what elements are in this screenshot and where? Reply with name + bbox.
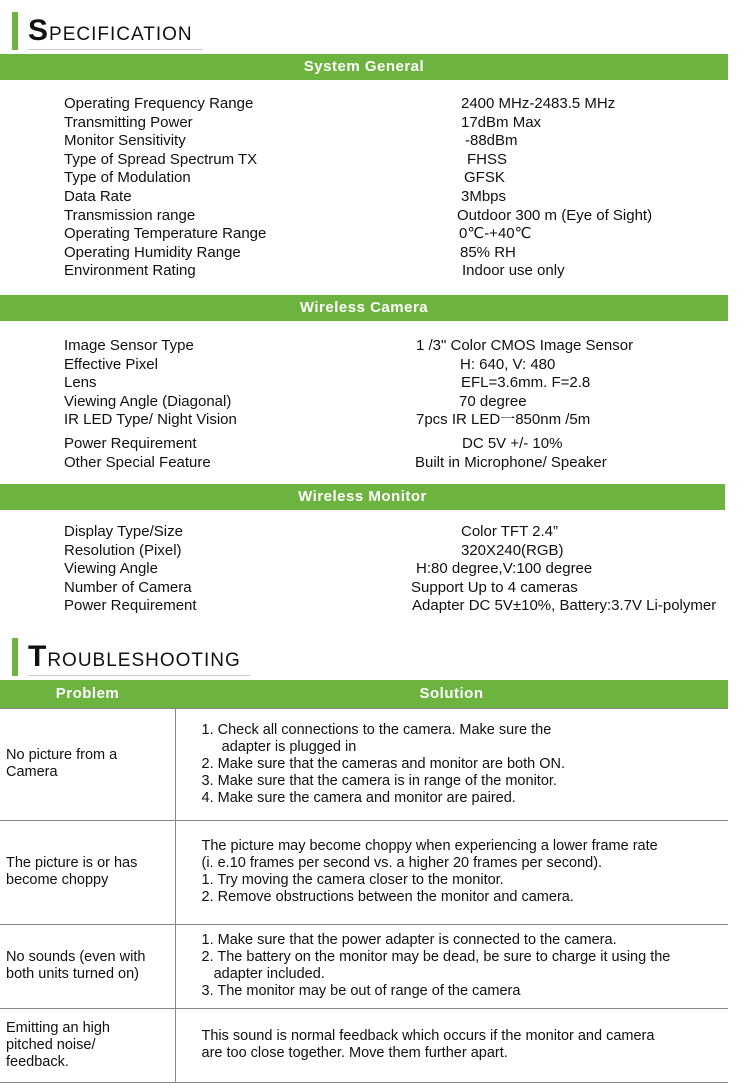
spec-label: Number of Camera bbox=[64, 578, 192, 596]
solution-cell bbox=[175, 708, 728, 820]
spec-value: 85% RH bbox=[460, 243, 516, 261]
spec-row bbox=[0, 150, 750, 169]
spec-row bbox=[0, 168, 750, 187]
heading-initial: S bbox=[28, 14, 50, 47]
solution-text: 1. Check all connections to the camera. Make sure the bbox=[201, 721, 552, 738]
spec-row bbox=[0, 410, 750, 429]
problem-cell bbox=[0, 820, 175, 924]
spec-row bbox=[0, 578, 750, 597]
spec-label: Lens bbox=[64, 374, 97, 392]
spec-label: Viewing Angle (Diagonal) bbox=[64, 392, 232, 410]
spec-label: Operating Humidity Range bbox=[64, 243, 241, 261]
heading-accent-bar bbox=[12, 638, 18, 676]
solution-text: 2. Remove obstructions between the monitor and camera. bbox=[201, 889, 574, 905]
spec-value: Support Up to 4 cameras bbox=[411, 578, 578, 596]
solution-text: (i. e.10 frames per second vs. a higher 20 frames per second). bbox=[201, 855, 603, 871]
spec-row bbox=[0, 336, 750, 355]
spec-label: Operating Frequency Range bbox=[64, 95, 254, 112]
spec-label: Effective Pixel bbox=[64, 355, 158, 373]
spec-label: Operating Temperature Range bbox=[64, 225, 267, 243]
spec-value: 17dBm Max bbox=[461, 113, 542, 131]
spec-row bbox=[0, 541, 750, 560]
spec-value: FHSS bbox=[467, 150, 508, 168]
spec-value: 70 degree bbox=[459, 392, 527, 410]
heading-underline bbox=[28, 49, 203, 50]
solution-text: 1. Try moving the camera closer to the monitor. bbox=[201, 872, 504, 888]
column-header-problem: Problem bbox=[0, 680, 175, 708]
spec-value: 1 /3" Color CMOS Image Sensor bbox=[416, 337, 634, 354]
band-wireless-monitor: Wireless Monitor bbox=[0, 484, 725, 510]
spec-row bbox=[0, 453, 750, 472]
spec-label: Power Requirement bbox=[64, 435, 197, 453]
spec-value: DC 5V +/- 10% bbox=[462, 435, 563, 453]
solution-text: adapter included. bbox=[201, 966, 325, 982]
spec-value: Indoor use only bbox=[462, 262, 565, 280]
spec-value: 2400 MHz-2483.5 MHz bbox=[461, 95, 616, 112]
spec-row bbox=[0, 206, 750, 225]
table-header-row bbox=[0, 680, 728, 708]
spec-value: Adapter DC 5V±10%, Battery:3.7V Li-polymer bbox=[412, 597, 717, 615]
spec-value: 7pcs IR LED一850nm /5m bbox=[416, 411, 591, 429]
heading-rest: PECIFICATION bbox=[49, 24, 193, 45]
spec-value: 0℃-+40℃ bbox=[459, 225, 532, 243]
spec-label: Viewing Angle bbox=[64, 560, 158, 578]
band-wireless-camera: Wireless Camera bbox=[0, 295, 728, 321]
solution-text: 2. The battery on the monitor may be dead, be sure to charge it using the bbox=[201, 949, 671, 965]
spec-row bbox=[0, 94, 750, 113]
problem-cell bbox=[0, 708, 175, 820]
solution-text: 3. The monitor may be out of range of the camera bbox=[201, 983, 521, 999]
solution-cell bbox=[175, 820, 728, 924]
problem-cell bbox=[0, 924, 175, 1008]
spec-row bbox=[0, 355, 750, 374]
problem-text: feedback. bbox=[6, 1053, 69, 1070]
spec-label: Data Rate bbox=[64, 188, 132, 205]
solution-text: adapter is plugged in bbox=[201, 738, 357, 755]
spec-label: Resolution (Pixel) bbox=[64, 541, 182, 559]
solution-text: The picture may become choppy when experiencing a lower frame rate bbox=[201, 838, 658, 854]
spec-row bbox=[0, 224, 750, 243]
table-row bbox=[0, 820, 728, 924]
spec-value: H: 640, V: 480 bbox=[460, 355, 556, 373]
spec-row bbox=[0, 559, 750, 578]
problem-text: Emitting an high bbox=[6, 1019, 110, 1036]
spec-label: Other Special Feature bbox=[64, 454, 211, 471]
spec-label: Type of Spread Spectrum TX bbox=[64, 150, 258, 168]
heading-accent-bar bbox=[12, 12, 18, 50]
solution-cell bbox=[175, 1008, 728, 1082]
problem-text: No sounds (even with bbox=[6, 949, 146, 965]
spec-label: Power Requirement bbox=[64, 597, 197, 615]
spec-row bbox=[0, 131, 750, 150]
solution-text: 3. Make sure that the camera is in range of the monitor. bbox=[201, 772, 557, 789]
spec-value: -88dBm bbox=[465, 132, 518, 150]
problem-text: The picture is or has bbox=[6, 855, 138, 871]
spec-row bbox=[0, 596, 750, 615]
spec-value: H:80 degree,V:100 degree bbox=[416, 560, 593, 578]
solution-cell bbox=[175, 924, 728, 1008]
spec-label: Transmitting Power bbox=[64, 113, 193, 131]
spec-value: 3Mbps bbox=[461, 188, 507, 205]
heading-underline bbox=[28, 675, 250, 676]
spec-row bbox=[0, 392, 750, 411]
spec-row bbox=[0, 187, 750, 206]
spec-label: Transmission range bbox=[64, 206, 196, 224]
table-row bbox=[0, 708, 728, 820]
spec-label: Display Type/Size bbox=[64, 523, 183, 540]
problem-cell bbox=[0, 1008, 175, 1082]
spec-row bbox=[0, 261, 750, 280]
spec-value: Outdoor 300 m (Eye of Sight) bbox=[457, 206, 653, 224]
band-system-general: System General bbox=[0, 54, 728, 80]
problem-text: become choppy bbox=[6, 872, 109, 888]
solution-text: 2. Make sure that the cameras and monitor are both ON. bbox=[201, 755, 565, 772]
spec-label: Environment Rating bbox=[64, 262, 196, 280]
spec-row bbox=[0, 522, 750, 541]
spec-label: Monitor Sensitivity bbox=[64, 132, 186, 150]
column-header-solution: Solution bbox=[175, 680, 728, 708]
spec-label: IR LED Type/ Night Vision bbox=[64, 411, 237, 429]
spec-label: Image Sensor Type bbox=[64, 337, 194, 354]
problem-text: Camera bbox=[6, 764, 58, 780]
spec-row bbox=[0, 243, 750, 262]
problem-text: No picture from a bbox=[6, 747, 118, 763]
spec-row bbox=[0, 113, 750, 132]
spec-value: GFSK bbox=[464, 169, 505, 187]
spec-value: EFL=3.6mm. F=2.8 bbox=[461, 374, 591, 392]
troubleshooting-table bbox=[0, 680, 728, 1083]
solution-text: are too close together. Move them further apart. bbox=[201, 1045, 508, 1061]
spec-row bbox=[0, 373, 750, 392]
table-row bbox=[0, 1008, 728, 1082]
spec-label: Type of Modulation bbox=[64, 169, 191, 187]
spec-row bbox=[0, 434, 750, 453]
solution-text: This sound is normal feedback which occurs if the monitor and camera bbox=[201, 1028, 655, 1044]
problem-text: pitched noise/ bbox=[6, 1036, 96, 1053]
spec-value: Built in Microphone/ Speaker bbox=[415, 454, 607, 471]
spec-value: 320X240(RGB) bbox=[461, 541, 564, 559]
heading-initial: T bbox=[28, 640, 48, 673]
spec-value: Color TFT 2.4” bbox=[461, 523, 558, 540]
solution-text: 1. Make sure that the power adapter is connected to the camera. bbox=[201, 932, 617, 948]
solution-text: 4. Make sure the camera and monitor are paired. bbox=[201, 789, 516, 806]
heading-rest: ROUBLESHOOTING bbox=[47, 650, 241, 671]
table-row bbox=[0, 924, 728, 1008]
problem-text: both units turned on) bbox=[6, 966, 140, 982]
